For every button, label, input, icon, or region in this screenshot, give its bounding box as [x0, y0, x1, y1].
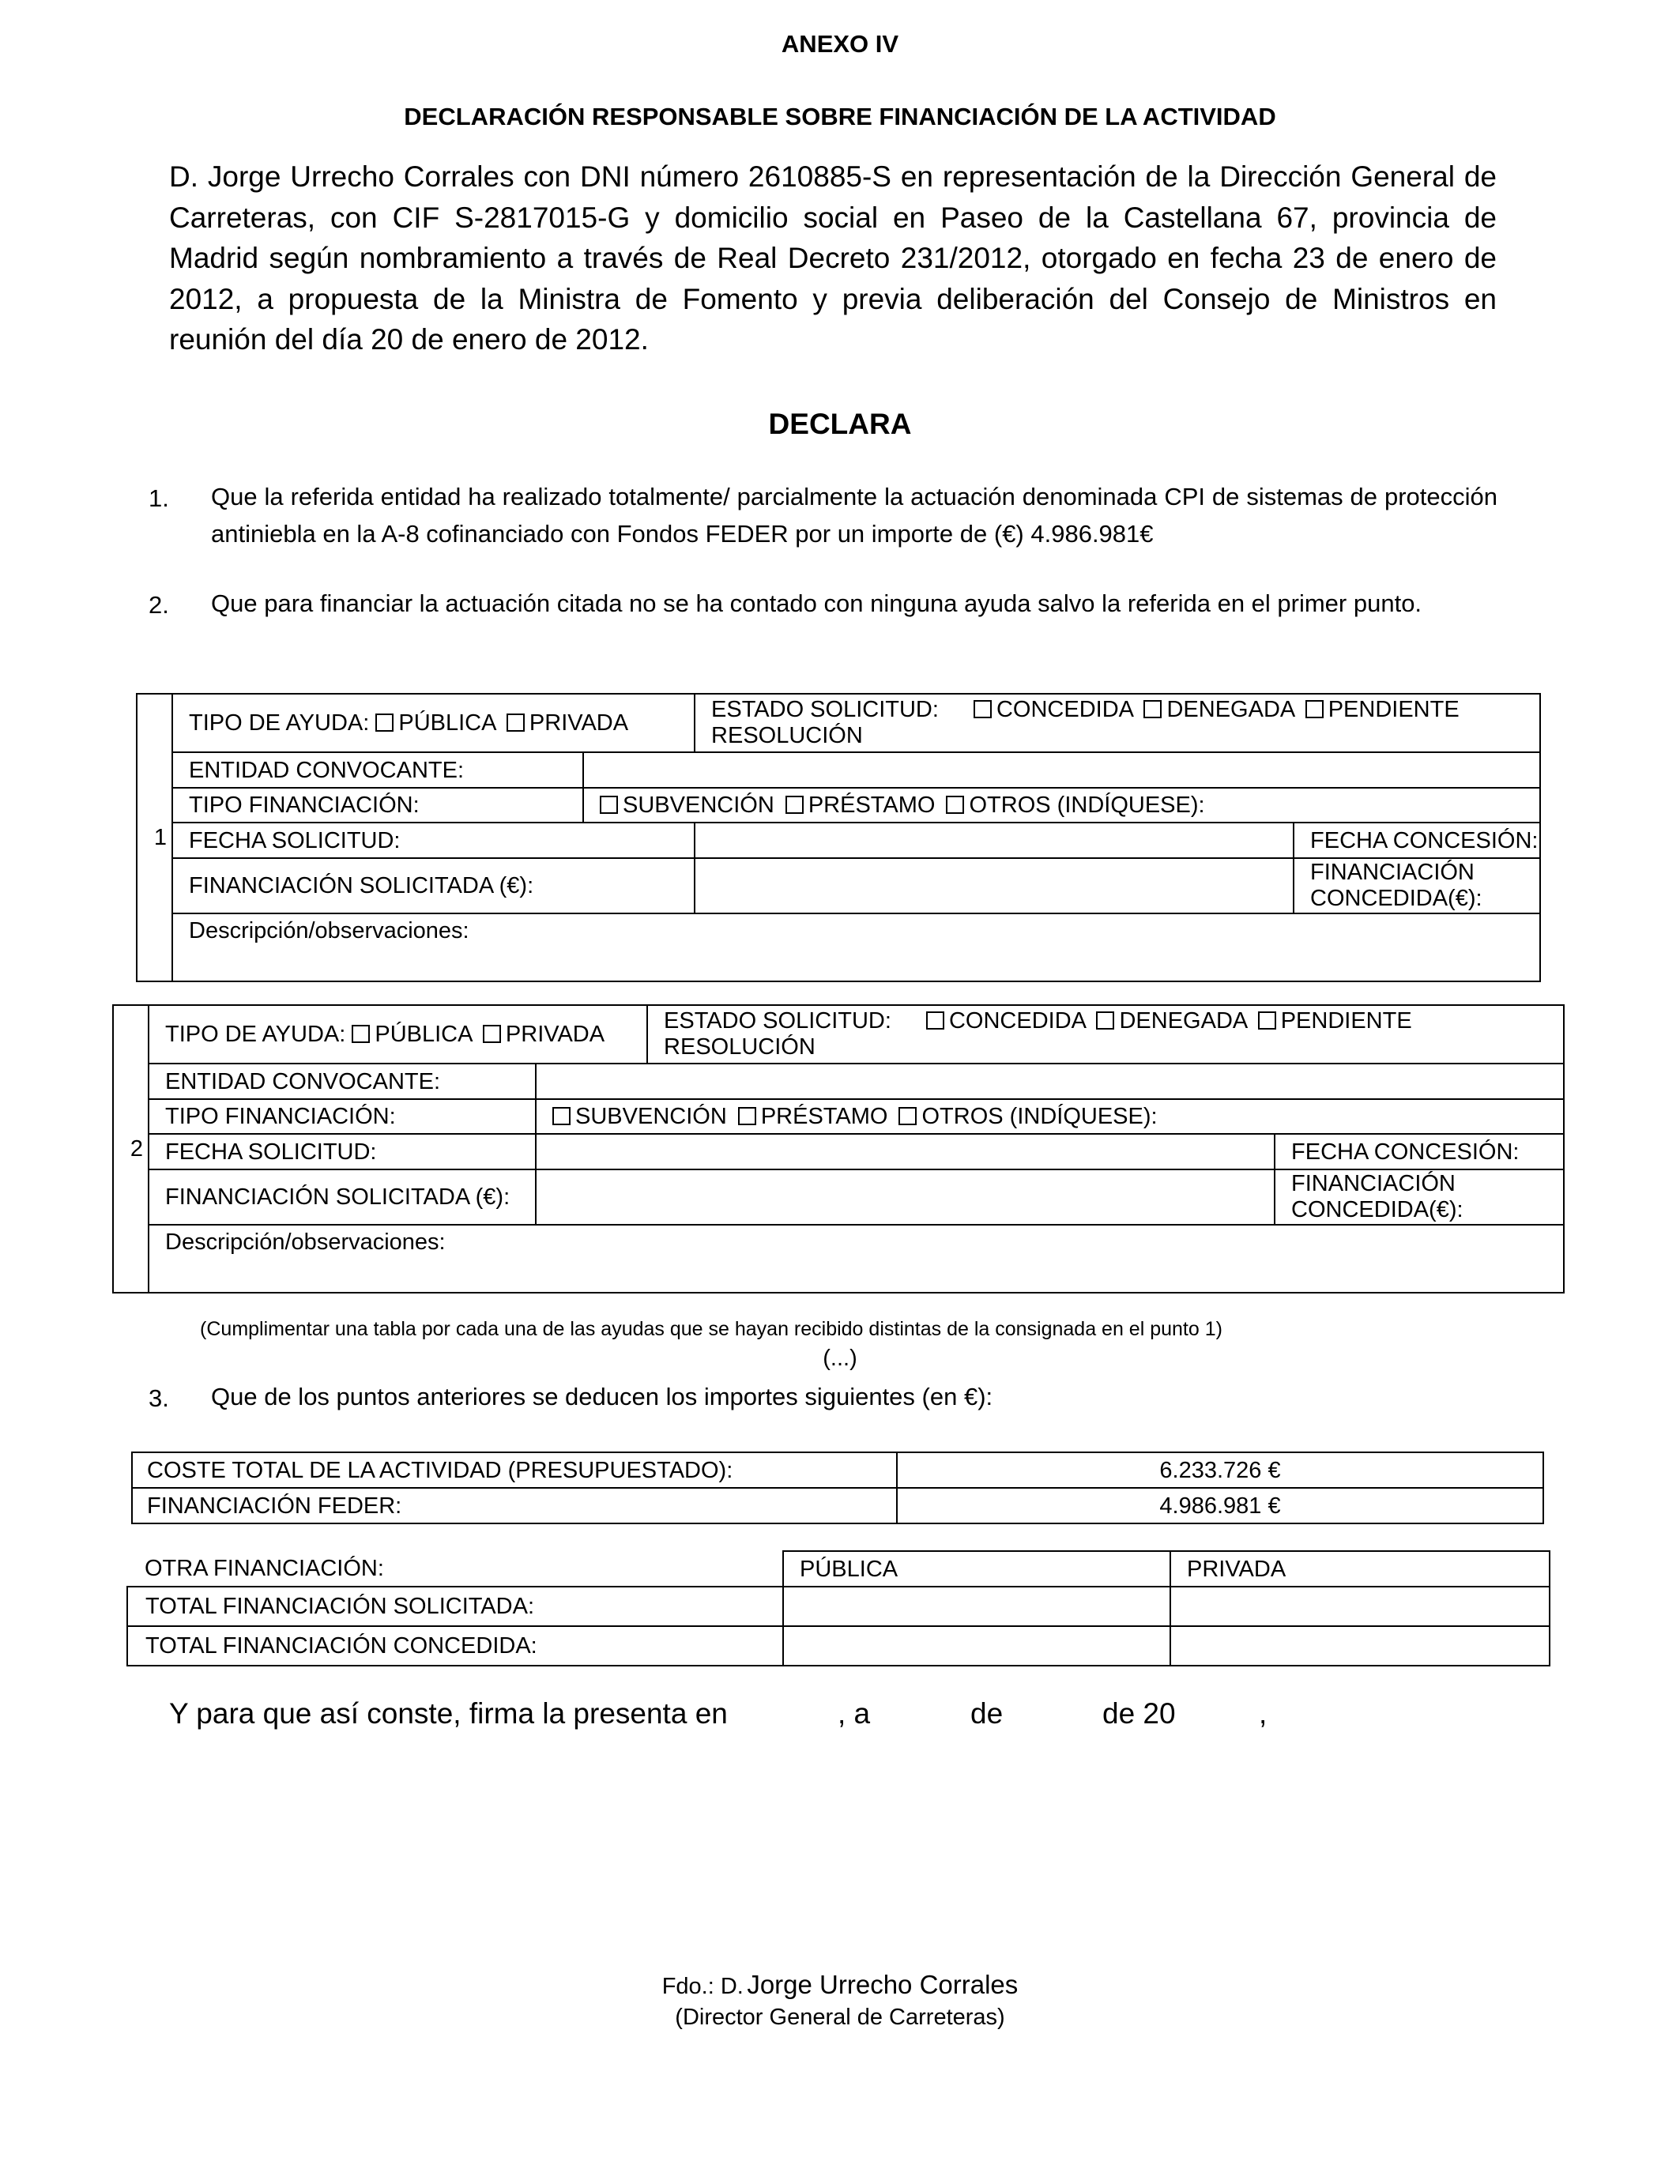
signed-by: [0, 1970, 1680, 2000]
total-solicitada-publica-field[interactable]: [783, 1587, 1170, 1626]
checkbox-otros[interactable]: [946, 796, 964, 814]
entidad-convocante-field[interactable]: [536, 1064, 1564, 1099]
prestamo-label: PRÉSTAMO: [808, 793, 936, 818]
descripcion-label: Descripción/observaciones:: [189, 918, 469, 943]
aid-table-index: [113, 1005, 149, 1293]
tipo-ayuda-label: TIPO DE AYUDA:: [165, 1022, 346, 1047]
checkbox-concedida[interactable]: [974, 700, 992, 718]
financiacion-concedida-line-1: FINANCIACIÓN: [1310, 860, 1475, 885]
privada-label: PRIVADA: [505, 1022, 605, 1047]
concedida-label: CONCEDIDA: [948, 1008, 1086, 1034]
otros-label: OTROS (INDÍQUESE):: [921, 1104, 1158, 1129]
checkbox-subvencion[interactable]: [552, 1107, 571, 1125]
financiacion-solicitada-field[interactable]: [695, 858, 1294, 913]
point-1-number: 1.: [149, 484, 169, 512]
checkbox-prestamo[interactable]: [785, 796, 804, 814]
descripcion-field[interactable]: [172, 913, 1540, 981]
signed-by-prefix: Fdo.: D.: [661, 1974, 744, 1999]
financiacion-concedida-line-1: FINANCIACIÓN: [1291, 1171, 1456, 1196]
financiacion-solicitada-field[interactable]: [536, 1169, 1275, 1225]
denegada-label: DENEGADA: [1166, 697, 1294, 722]
point-3-text: Que de los puntos anteriores se deducen los importes siguientes (en €):: [211, 1383, 993, 1410]
financiacion-solicitada-label: FINANCIACIÓN SOLICITADA (€):: [149, 1169, 536, 1225]
total-solicitada-privada-field[interactable]: [1170, 1587, 1550, 1626]
estado-solicitud-label: ESTADO SOLICITUD:: [664, 1008, 891, 1034]
financiacion-concedida-label: [1294, 858, 1540, 913]
aid-table-index: [137, 694, 172, 981]
tipo-ayuda-cell: [172, 694, 695, 752]
aid-table-2: [112, 1004, 1565, 1293]
point-2-text: Que para financiar la actuación citada no se ha contado con ninguna ayuda salvo la referida en el primer punto.: [211, 589, 1422, 617]
declara-heading: DECLARA: [768, 408, 912, 440]
financiacion-concedida-line-2: CONCEDIDA(€):: [1310, 886, 1482, 911]
fecha-concesion-label: FECHA CONCESIÓN:: [1275, 1134, 1564, 1169]
totals-table: [131, 1452, 1544, 1524]
checkbox-concedida[interactable]: [926, 1011, 944, 1030]
total-solicitada-label: TOTAL FINANCIACIÓN SOLICITADA:: [127, 1587, 783, 1626]
signer-role: (Director General de Carreteras): [675, 2005, 1005, 2030]
signature-line-comma-a: , a: [838, 1697, 871, 1730]
checkbox-denegada[interactable]: [1143, 700, 1162, 718]
signature-line-de-20: de 20: [1102, 1697, 1176, 1730]
checkbox-denegada[interactable]: [1096, 1011, 1114, 1030]
checkbox-pendiente[interactable]: [1258, 1011, 1276, 1030]
tipo-financiacion-label: TIPO FINANCIACIÓN:: [149, 1099, 536, 1134]
financiacion-concedida-label: [1275, 1169, 1564, 1225]
financiacion-concedida-line-2: CONCEDIDA(€):: [1291, 1197, 1463, 1222]
total-concedida-privada-field[interactable]: [1170, 1626, 1550, 1666]
privada-label: PRIVADA: [529, 710, 629, 736]
financiacion-feder-label: FINANCIACIÓN FEDER:: [132, 1488, 897, 1523]
publica-label: PÚBLICA: [375, 1022, 472, 1047]
concedida-label: CONCEDIDA: [996, 697, 1133, 722]
entidad-convocante-label: ENTIDAD CONVOCANTE:: [149, 1064, 536, 1099]
subvencion-label: SUBVENCIÓN: [623, 793, 774, 818]
entidad-convocante-label: ENTIDAD CONVOCANTE:: [172, 752, 583, 788]
col-privada-header: PRIVADA: [1170, 1551, 1550, 1587]
entidad-convocante-field[interactable]: [583, 752, 1540, 788]
checkbox-prestamo[interactable]: [738, 1107, 756, 1125]
checkbox-privada[interactable]: [507, 714, 525, 732]
intro-paragraph: D. Jorge Urrecho Corrales con DNI número 2610885-S en representación de la Dirección General de Carreteras, con CIF S-2817015-G y domicilio social en Paseo de la Castellana 67, provincia de Madrid según nombramiento a través de Real Decreto 231/2012, otorgado en fecha 23 de enero de 2012, a propuesta de la Ministra de Fomento y previa deliberación del Consejo de Ministros en reunión del día 20 de enero de 2012.: [169, 160, 1497, 356]
resolucion-label: RESOLUCIÓN: [711, 723, 863, 748]
coste-total-value: 6.233.726 €: [897, 1452, 1543, 1488]
point-2-number: 2.: [149, 591, 169, 619]
fecha-solicitud-label: FECHA SOLICITUD:: [149, 1134, 536, 1169]
signer-name: Jorge Urrecho Corrales: [747, 1970, 1019, 1999]
fecha-solicitud-field[interactable]: [536, 1134, 1275, 1169]
fecha-solicitud-field[interactable]: [695, 823, 1294, 858]
otros-label: OTROS (INDÍQUESE):: [969, 793, 1205, 818]
signature-line-de: de: [970, 1697, 1004, 1730]
aid-table-1: [136, 693, 1541, 982]
descripcion-label: Descripción/observaciones:: [165, 1229, 446, 1255]
checkbox-pendiente[interactable]: [1305, 700, 1324, 718]
aid-table-index-label: 1: [153, 825, 167, 850]
total-concedida-label: TOTAL FINANCIACIÓN CONCEDIDA:: [127, 1626, 783, 1666]
checkbox-otros[interactable]: [898, 1107, 917, 1125]
financiacion-feder-value: 4.986.981 €: [897, 1488, 1543, 1523]
instructions-note: (Cumplimentar una tabla por cada una de las ayudas que se hayan recibido distintas de la consignada en el punto 1): [200, 1318, 1222, 1340]
signature-line-end-comma: ,: [1259, 1697, 1268, 1730]
tipo-financiacion-options: [536, 1099, 1564, 1134]
col-publica-header: PÚBLICA: [783, 1551, 1170, 1587]
other-financing-table: [126, 1550, 1550, 1666]
descripcion-field[interactable]: [149, 1225, 1564, 1293]
annex-title: ANEXO IV: [781, 30, 899, 58]
prestamo-label: PRÉSTAMO: [760, 1104, 888, 1129]
checkbox-publica[interactable]: [352, 1025, 370, 1043]
total-concedida-publica-field[interactable]: [783, 1626, 1170, 1666]
checkbox-publica[interactable]: [375, 714, 394, 732]
denegada-label: DENEGADA: [1119, 1008, 1247, 1034]
signature-line-start: Y para que así conste, firma la presenta en: [169, 1697, 728, 1730]
coste-total-label: COSTE TOTAL DE LA ACTIVIDAD (PRESUPUESTADO):: [132, 1452, 897, 1488]
checkbox-subvencion[interactable]: [600, 796, 618, 814]
aid-table-index-label: 2: [130, 1136, 143, 1162]
tipo-financiacion-label: TIPO FINANCIACIÓN:: [172, 788, 583, 823]
resolucion-label: RESOLUCIÓN: [664, 1034, 816, 1060]
estado-solicitud-cell: [647, 1005, 1564, 1064]
fecha-concesion-label: FECHA CONCESIÓN:: [1294, 823, 1540, 858]
tipo-ayuda-cell: [149, 1005, 647, 1064]
estado-solicitud-cell: [695, 694, 1540, 752]
financiacion-solicitada-label: FINANCIACIÓN SOLICITADA (€):: [172, 858, 695, 913]
tipo-financiacion-options: [583, 788, 1540, 823]
point-3-number: 3.: [149, 1384, 169, 1412]
pendiente-label: PENDIENTE: [1328, 697, 1460, 722]
ellipsis: (...): [823, 1346, 857, 1371]
checkbox-privada[interactable]: [483, 1025, 501, 1043]
document-title: DECLARACIÓN RESPONSABLE SOBRE FINANCIACIÓN DE LA ACTIVIDAD: [404, 103, 1276, 130]
pendiente-label: PENDIENTE: [1280, 1008, 1412, 1034]
subvencion-label: SUBVENCIÓN: [575, 1104, 727, 1129]
point-1-text: Que la referida entidad ha realizado totalmente/ parcialmente la actuación denominada CPI de sistemas de protección antiniebla en la A-8 cofinanciado con Fondos FEDER por un importe de (€) 4.986.981€: [211, 483, 1497, 548]
tipo-ayuda-label: TIPO DE AYUDA:: [189, 710, 370, 736]
estado-solicitud-label: ESTADO SOLICITUD:: [711, 697, 939, 722]
fecha-solicitud-label: FECHA SOLICITUD:: [172, 823, 695, 858]
publica-label: PÚBLICA: [398, 710, 495, 736]
otra-financiacion-label: OTRA FINANCIACIÓN:: [127, 1551, 783, 1587]
